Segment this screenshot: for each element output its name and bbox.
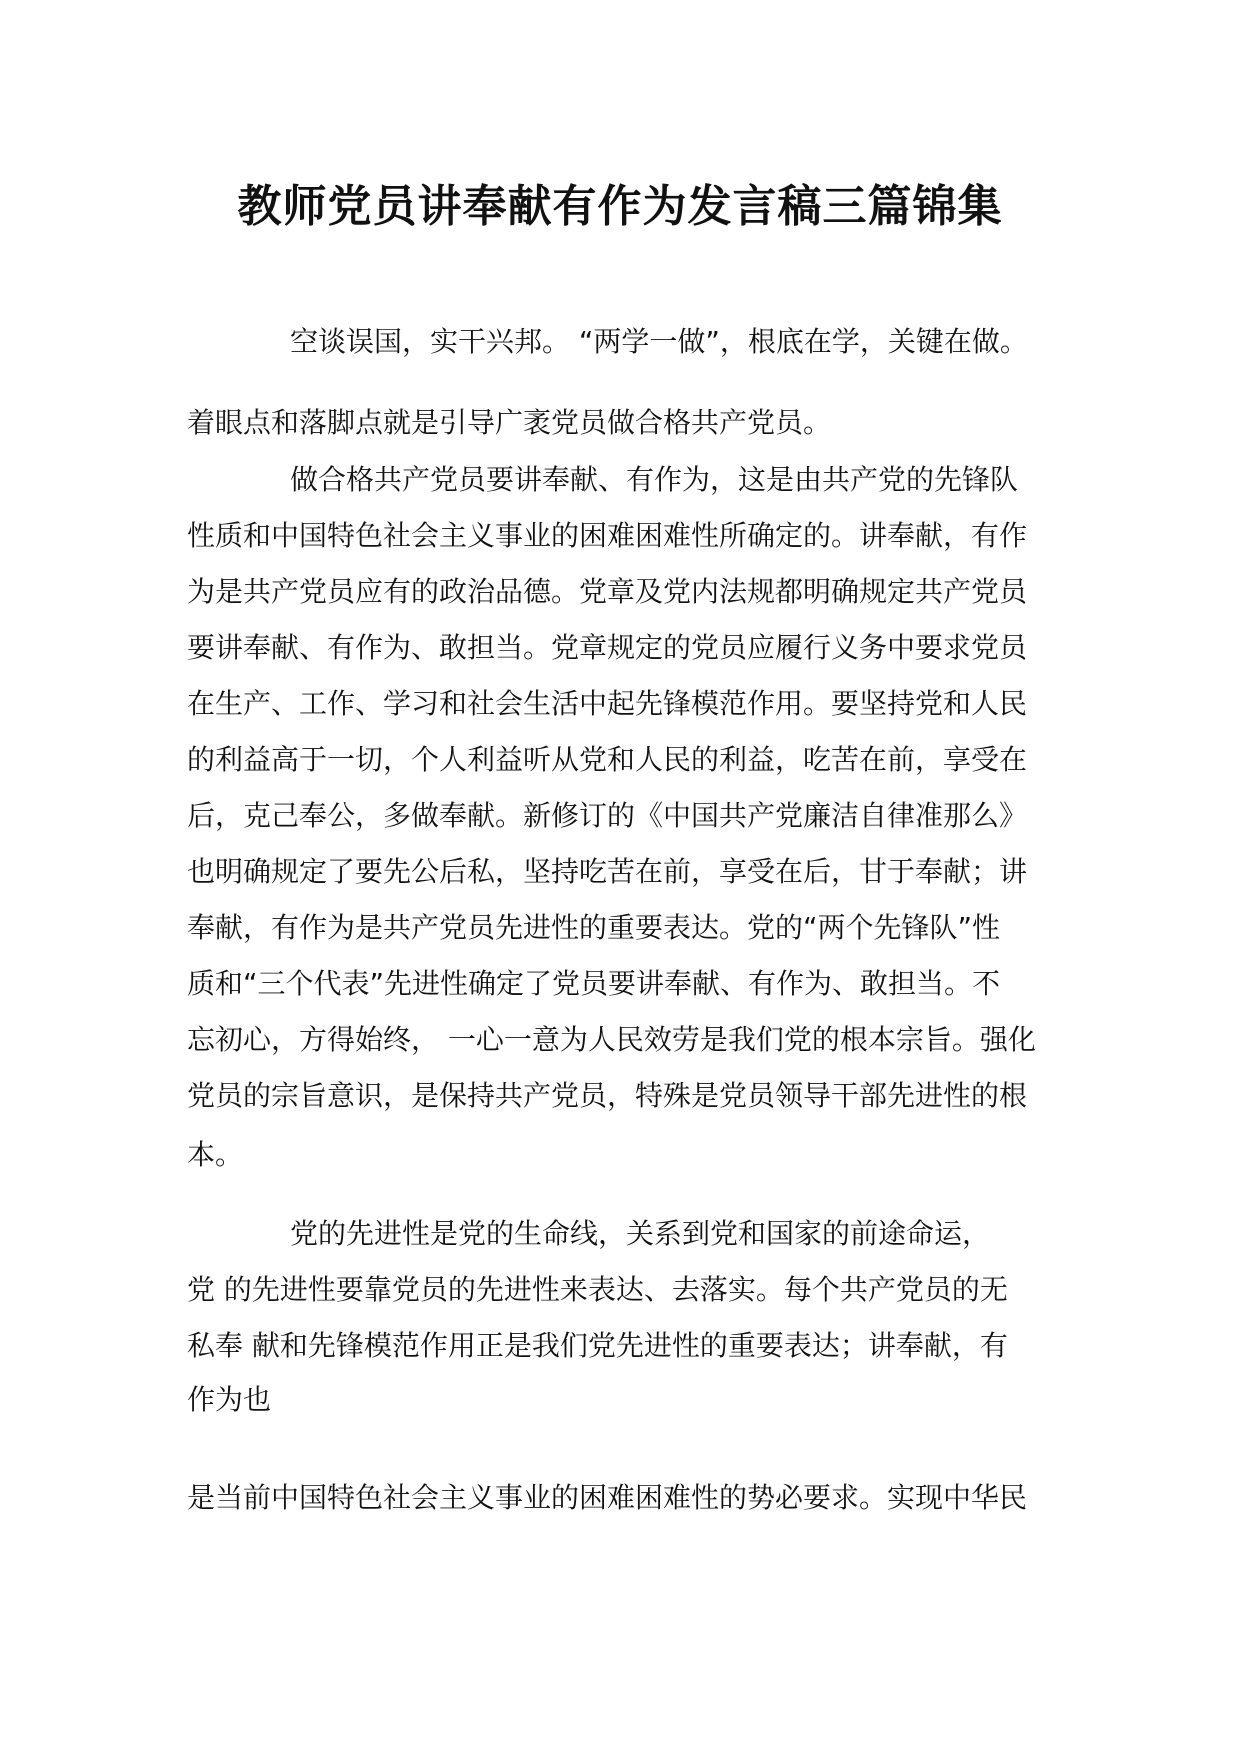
paragraph-line: 着眼点和落脚点就是引导广袤党员做合格共产党员。	[187, 406, 832, 439]
paragraph-line: 忘初心，方得始终， 一心一意为人民效劳是我们党的根本宗旨。强化	[187, 1023, 1036, 1056]
paragraph-line: 质和“三个代表”先进性确定了党员要讲奉献、有作为、敢担当。不	[187, 967, 1001, 1000]
paragraph-line: 是当前中国特色社会主义事业的困难困难性的势必要求。实现中华民	[187, 1481, 1028, 1514]
paragraph-line: 党 的先进性要靠党员的先进性来表达、去落实。每个共产党员的无	[187, 1273, 1008, 1306]
paragraph-line: 要讲奉献、有作为、敢担当。党章规定的党员应履行义务中要求党员	[187, 631, 1028, 664]
paragraph-line: 奉献，有作为是共产党员先进性的重要表达。党的“两个先锋队”性	[187, 911, 1001, 944]
paragraph-line: 空谈误国，实干兴邦。 “两学一做”，根底在学，关键在做。	[290, 325, 1028, 358]
paragraph-line: 为是共产党员应有的政治品德。党章及党内法规都明确规定共产党员	[187, 575, 1028, 608]
paragraph-line: 本。	[187, 1138, 244, 1171]
paragraph-line: 性质和中国特色社会主义事业的困难困难性所确定的。讲奉献，有作	[187, 519, 1028, 552]
document-title: 教师党员讲奉献有作为发言稿三篇锦集	[237, 181, 1003, 232]
paragraph-line: 的利益高于一切，个人利益听从党和人民的利益，吃苦在前，享受在	[187, 743, 1028, 776]
paragraph-line: 党员的宗旨意识，是保持共产党员，特殊是党员领导干部先进性的根	[187, 1079, 1028, 1112]
paragraph-line: 也明确规定了要先公后私，坚持吃苦在前，享受在后，甘于奉献；讲	[187, 855, 1028, 888]
paragraph-line: 做合格共产党员要讲奉献、有作为，这是由共产党的先锋队	[290, 463, 1019, 496]
paragraph-line: 后，克己奉公，多做奉献。新修订的《中国共产党廉洁自律准那么》	[187, 799, 1028, 832]
paragraph-line: 作为也	[187, 1383, 272, 1416]
paragraph-line: 在生产、工作、学习和社会生活中起先锋模范作用。要坚持党和人民	[187, 687, 1028, 720]
paragraph-line: 党的先进性是党的生命线，关系到党和国家的前途命运，	[290, 1217, 991, 1250]
paragraph-line: 私奉 献和先锋模范作用正是我们党先进性的重要表达；讲奉献，有	[187, 1329, 1008, 1362]
